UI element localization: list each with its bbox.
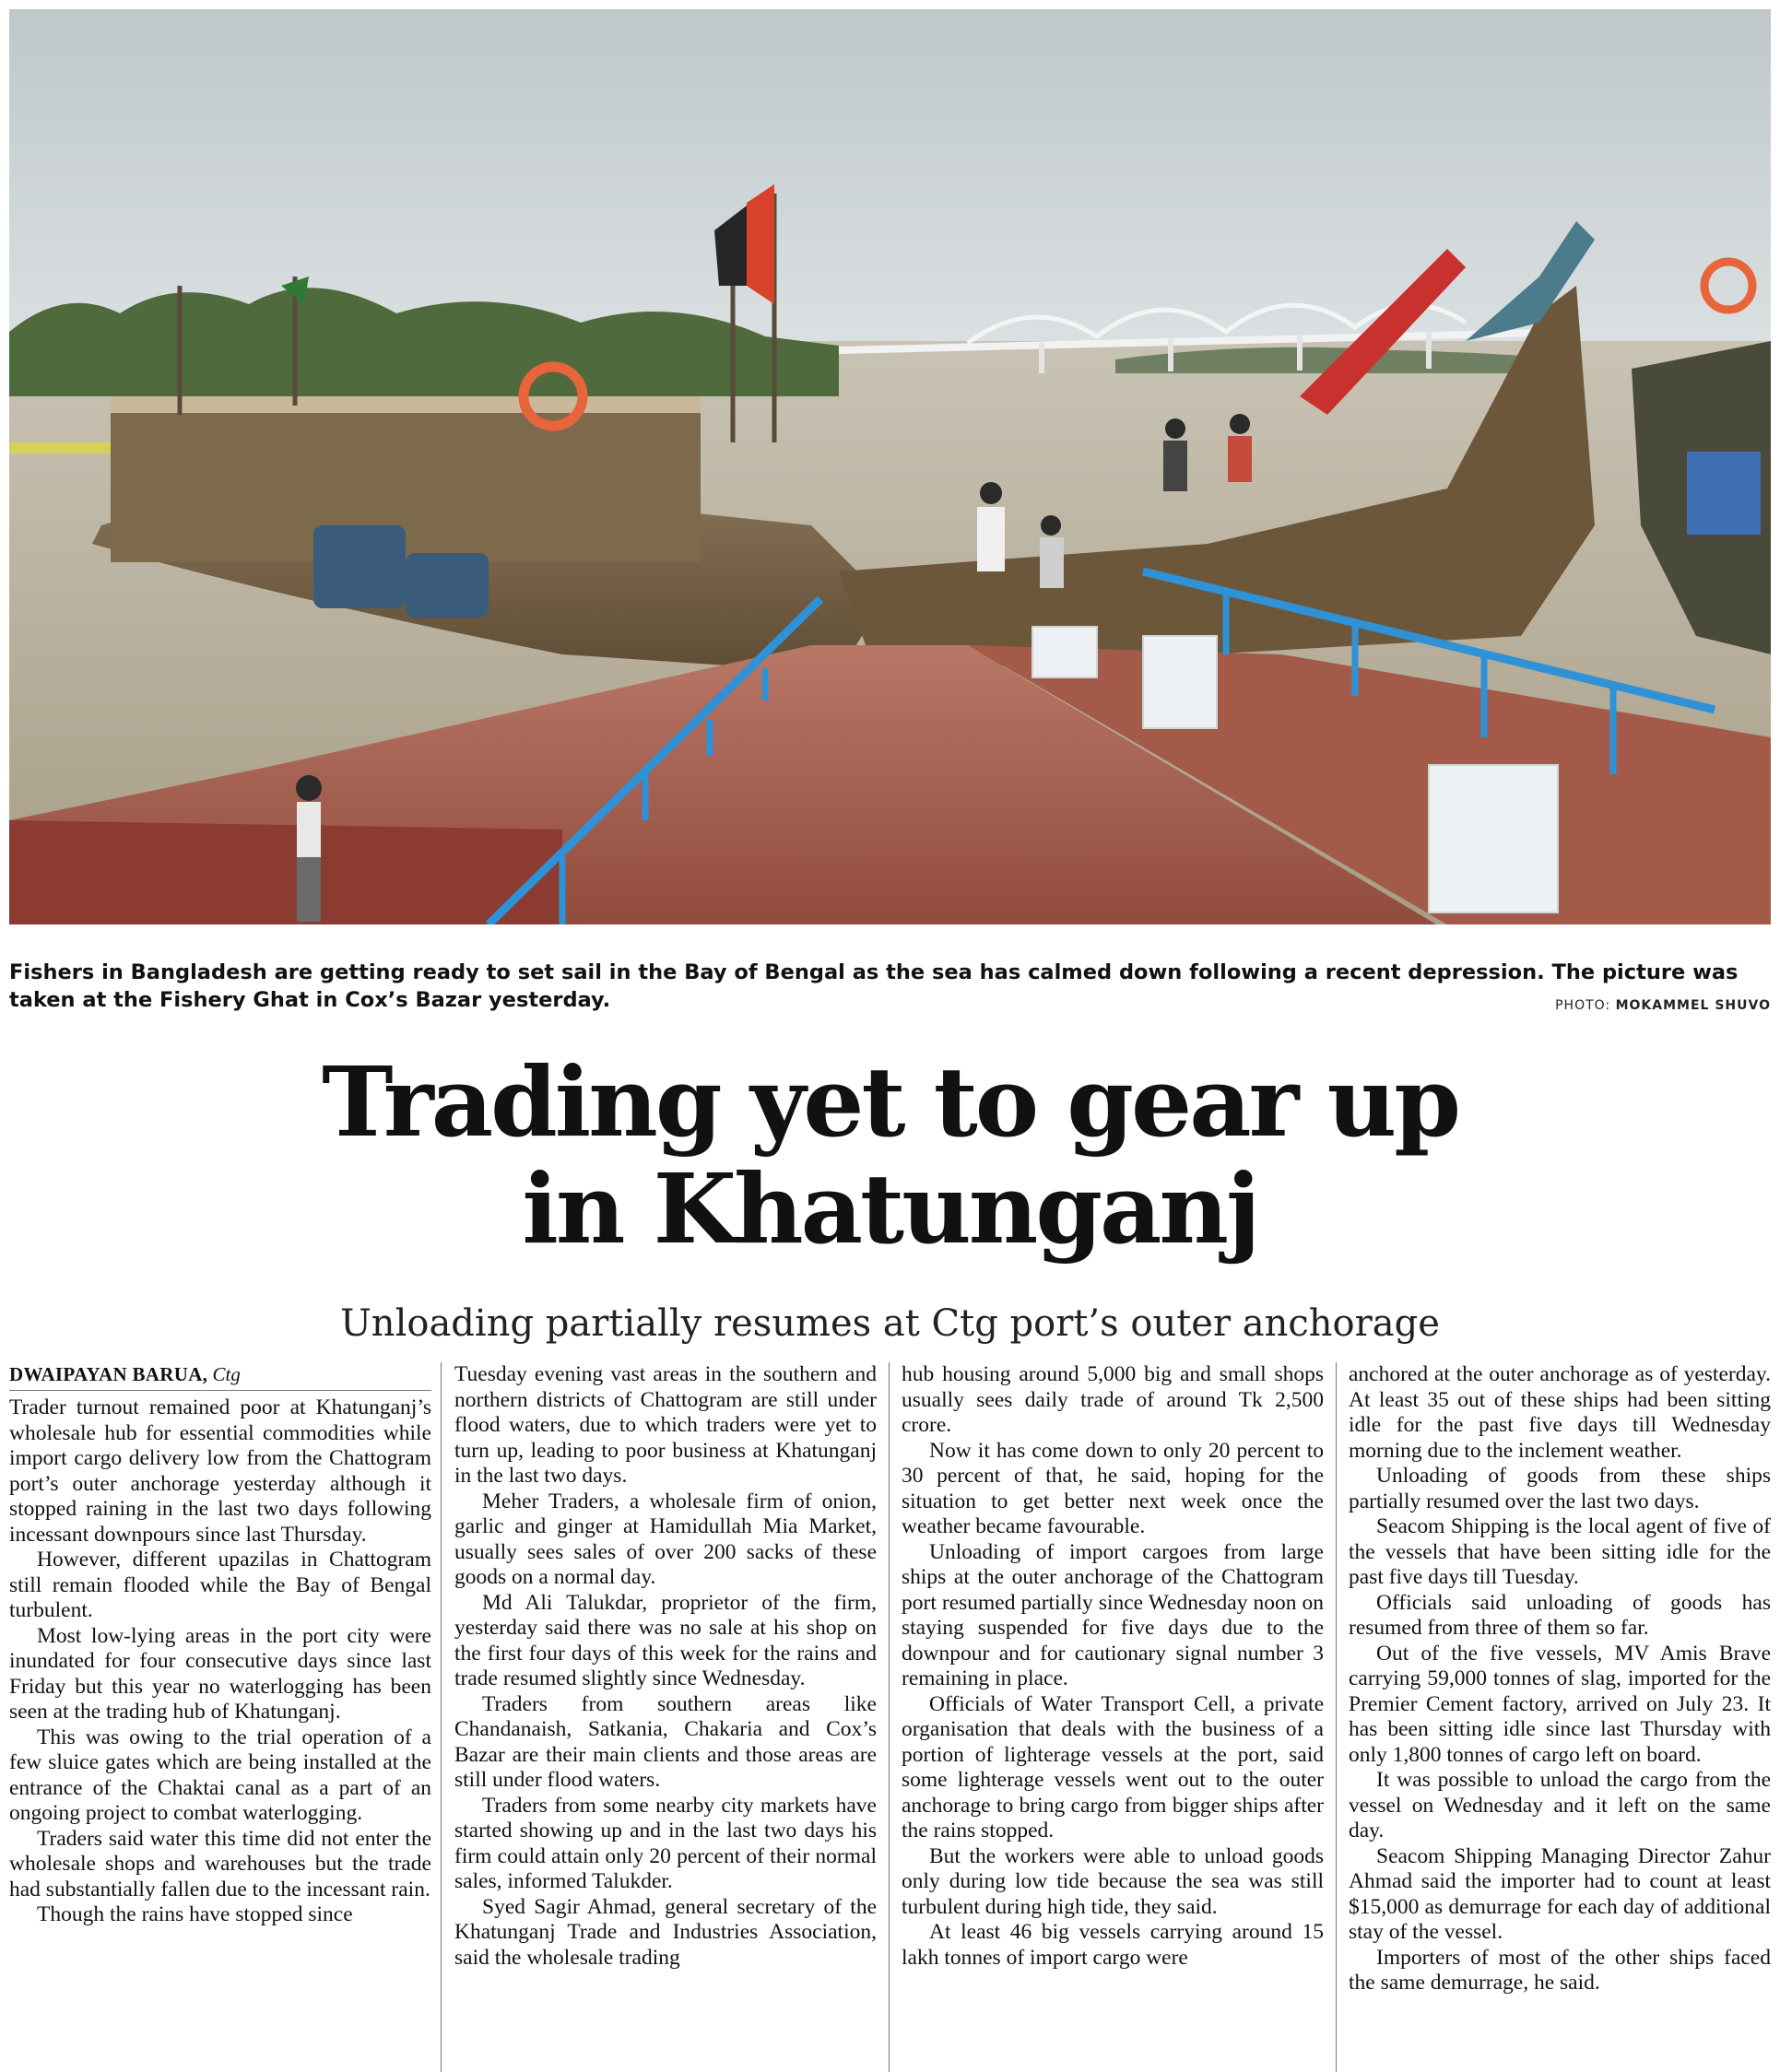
paragraph: Trader turnout remained poor at Khatunganj’s wholesale hub for essential commodities while import cargo delivery low from the Chattogram port’s outer anchorage yesterday although it stopped raining in the last two days following incessant downpours since last Thursday. — [9, 1395, 431, 1547]
paragraph: Most low-lying areas in the port city were inundated for four consecutive days since last Friday but this year no waterlogging has been seen at the trading hub of Khatunganj. — [9, 1623, 431, 1724]
headline-line-2: in Khatunganj — [522, 1152, 1258, 1266]
paragraph: Traders said water this time did not enter the wholesale shops and warehouses but the trade had substantially fallen due to the incessant rain. — [9, 1826, 431, 1901]
article-column-2 — [454, 1362, 877, 2072]
paragraph: Now it has come down to only 20 percent to 30 percent of that, he said, hoping for the situation to get better next week once the weather became favourable. — [902, 1438, 1324, 1538]
paragraph: However, different upazilas in Chattogram still remain flooded while the Bay of Bengal turbulent. — [9, 1548, 431, 1622]
paragraph: Seacom Shipping Managing Director Zahur Ahmad said the importer had to count at least $15,000 as demurrage for each day of additional stay of the vessel. — [1349, 1843, 1771, 1944]
headline-line-1: Trading yet to gear up — [322, 1045, 1458, 1159]
paragraph: Out of the five vessels, MV Amis Brave carrying 59,000 tonnes of slag, imported for the Premier Cement factory, arrived on July 23. It has been sitting idle since last Thursday with only 1,800 tonnes of cargo left on board. — [1349, 1641, 1771, 1767]
photo-credit — [1555, 998, 1771, 1013]
photo-credit-prefix: PHOTO: — [1555, 998, 1611, 1013]
paragraph: Syed Sagir Ahmad, general secretary of the Khatunganj Trade and Industries Association, said the wholesale trading — [454, 1894, 877, 1970]
paragraph: Officials of Water Transport Cell, a private organisation that deals with the business of a portion of lighterage vessels at the port, said some lighterage vessels went out to the outer anchorage to bring cargo from bigger ships after the rains stopped. — [902, 1691, 1324, 1842]
paragraph: But the workers were able to unload goods only during low tide because the sea was still turbulent during high tide, they said. — [902, 1843, 1324, 1919]
harbour-photo-illustration — [9, 9, 1771, 924]
article-column-4 — [1349, 1362, 1771, 2072]
column-divider — [1336, 1362, 1337, 2072]
paragraph: Traders from southern areas like Chandanaish, Satkania, Chakaria and Cox’s Bazar are their main clients and those areas are still under flood waters. — [454, 1691, 877, 1792]
paragraph: Meher Traders, a wholesale firm of onion, garlic and ginger at Hamidullah Mia Market, usually sees sales of over 200 sacks of these goods on a normal day. — [454, 1489, 877, 1589]
paragraph: hub housing around 5,000 big and small shops usually sees daily trade of around Tk 2,500 crore. — [902, 1362, 1324, 1437]
paragraph: Though the rains have stopped since — [37, 1902, 353, 1926]
column-divider — [889, 1362, 890, 2072]
paragraph: Seacom Shipping is the local agent of five of the vessels that have been sitting idle for the past five days till Tuesday. — [1349, 1514, 1771, 1589]
headline — [0, 1045, 1780, 1266]
paragraph: Importers of most of the other ships faced the same demurrage, he said. — [1349, 1945, 1771, 1995]
byline — [9, 1362, 431, 1391]
article-column-3 — [902, 1362, 1324, 2072]
paragraph: anchored at the outer anchorage as of yesterday. At least 35 out of these ships had been sitting idle for the past five days till Wednesday morning due to the inclement weather. — [1349, 1362, 1771, 1463]
photo-credit-name: MOKAMMEL SHUVO — [1615, 998, 1771, 1013]
subheadline: Unloading partially resumes at Ctg port’s outer anchorage — [340, 1302, 1440, 1345]
byline-author: DWAIPAYAN BARUA, — [9, 1363, 208, 1385]
article-column-1 — [9, 1362, 431, 2072]
paragraph: Unloading of goods from these ships partially resumed over the last two days. — [1349, 1464, 1771, 1513]
paragraph: Traders from some nearby city markets have started showing up and in the last two days his firm could attain only 20 percent of their normal sales, informed Talukder. — [454, 1793, 877, 1893]
news-photo — [9, 9, 1771, 924]
paragraph: Tuesday evening vast areas in the southern and northern districts of Chattogram are still under flood waters, due to which traders were yet to turn up, leading to poor business at Khatunganj in the last two days. — [454, 1362, 877, 1488]
paragraph: Officials said unloading of goods has resumed from three of them so far. — [1349, 1590, 1771, 1640]
photo-caption: Fishers in Bangladesh are getting ready to set sail in the Bay of Bengal as the sea has calmed down following a recent depression. The picture was taken at the Fishery Ghat in Cox’s Bazar yesterday. — [9, 960, 1739, 1012]
byline-location: Ctg — [212, 1363, 241, 1385]
paragraph: It was possible to unload the cargo from the vessel on Wednesday and it left on the same day. — [1349, 1768, 1771, 1842]
column-divider — [441, 1362, 442, 2072]
paragraph: Unloading of import cargoes from large ships at the outer anchorage of the Chattogram port resumed partially since Wednesday noon on staying suspended for five days due to the downpour and for cautionary signal number 3 remaining in place. — [902, 1539, 1324, 1690]
paragraph: Md Ali Talukdar, proprietor of the firm, yesterday said there was no sale at his shop on the first four days of this week for the rains and trade resumed slightly since Wednesday. — [454, 1590, 877, 1690]
paragraph: At least 46 big vessels carrying around 15 lakh tonnes of import cargo were — [902, 1920, 1324, 1970]
paragraph: This was owing to the trial operation of a few sluice gates which are being installed at the entrance of the Chaktai canal as a part of an ongoing project to combat waterlogging. — [9, 1725, 431, 1825]
